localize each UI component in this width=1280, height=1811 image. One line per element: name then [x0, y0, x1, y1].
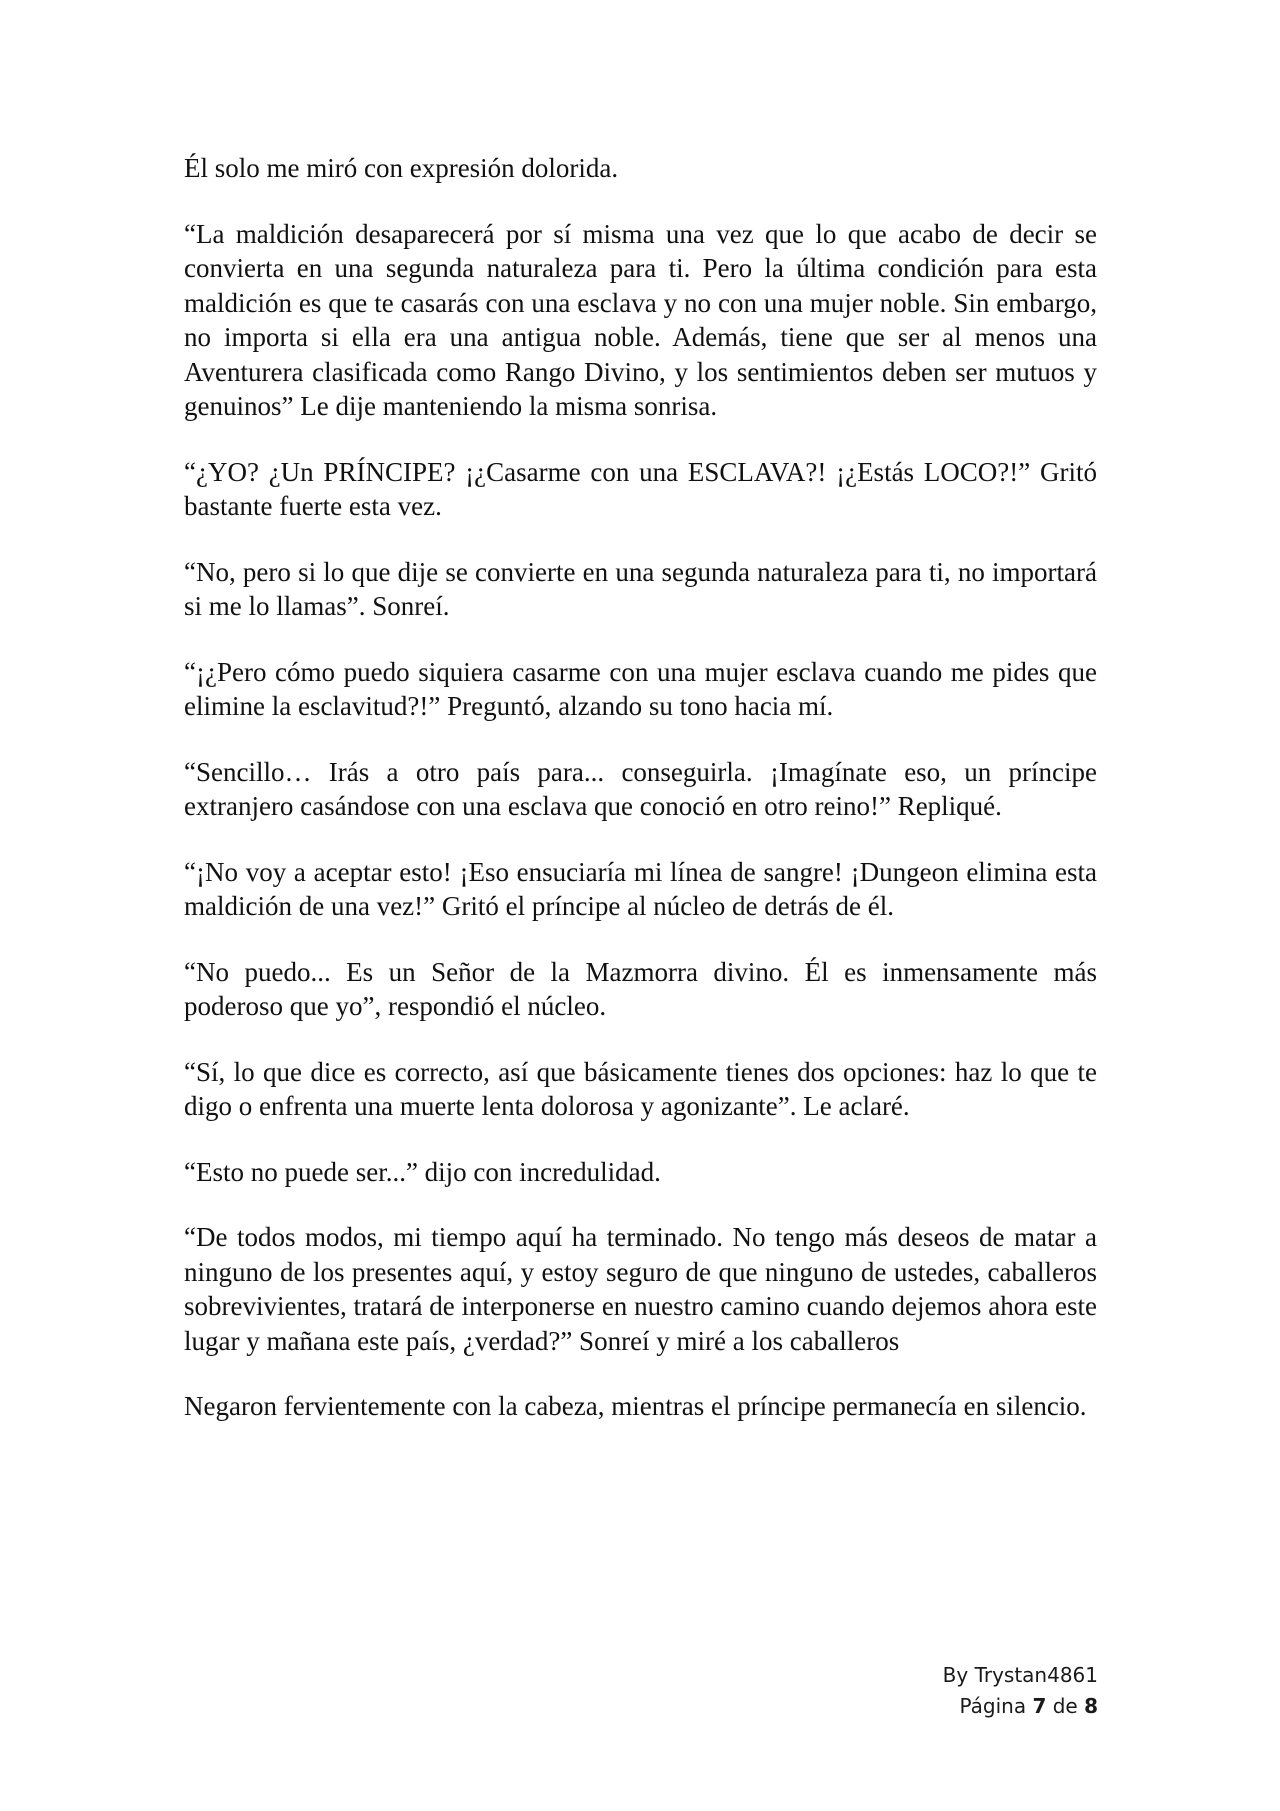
- page-separator: de: [1052, 1694, 1078, 1718]
- paragraph: “La maldición desaparecerá por sí misma una vez que lo que acabo de decir se convierta en una segunda naturaleza para ti. Pero la última condición para esta maldición es que te casarás con una esclava y no con una mujer noble. Sin embargo, no importa si ella era una antigua noble. Además, tiene que ser al menos una Aventurera clasificada como Rango Divino, y los sentimientos deben ser mutuos y genuinos” Le dije manteniendo la misma sonrisa.: [184, 218, 1097, 421]
- page-label: Página: [959, 1694, 1027, 1718]
- page-total: 8: [1084, 1694, 1098, 1718]
- paragraph: “¡¿Pero cómo puedo siquiera casarme con una mujer esclava cuando me pides que elimine la esclavitud?!” Preguntó, alzando su tono hacia mí.: [184, 656, 1097, 721]
- page-footer: [943, 1660, 1098, 1722]
- paragraph: “¿YO? ¿Un PRÍNCIPE? ¡¿Casarme con una ESCLAVA?! ¡¿Estás LOCO?!” Gritó bastante fuerte esta vez.: [184, 456, 1097, 521]
- paragraph: “De todos modos, mi tiempo aquí ha terminado. No tengo más deseos de matar a ninguno de los presentes aquí, y estoy seguro de que ninguno de ustedes, caballeros sobrevivientes, tratará de interponerse en nuestro camino cuando dejemos ahora este lugar y mañana este país, ¿verdad?” Sonreí y miré a los caballeros: [184, 1222, 1097, 1356]
- paragraph: “¡No voy a aceptar esto! ¡Eso ensuciaría mi línea de sangre! ¡Dungeon elimina esta maldición de una vez!” Gritó el príncipe al núcleo de detrás de él.: [184, 856, 1097, 921]
- paragraph: “Sí, lo que dice es correcto, así que básicamente tienes dos opciones: haz lo que te digo o enfrenta una muerte lenta dolorosa y agonizante”. Le aclaré.: [184, 1056, 1097, 1121]
- paragraph: Negaron fervientemente con la cabeza, mientras el príncipe permanecía en silencio.: [184, 1391, 1087, 1421]
- paragraph: “Sencillo… Irás a otro país para... conseguirla. ¡Imagínate eso, un príncipe extranjero casándose con una esclava que conoció en otro reino!” Repliqué.: [184, 756, 1097, 821]
- page-number: [943, 1691, 1098, 1722]
- paragraph: “No, pero si lo que dije se convierte en una segunda naturaleza para ti, no importará si me lo llamas”. Sonreí.: [184, 556, 1097, 621]
- paragraph: “No puedo... Es un Señor de la Mazmorra divino. Él es inmensamente más poderoso que yo”, respondió el núcleo.: [184, 956, 1097, 1021]
- paragraph: “Esto no puede ser...” dijo con incredulidad.: [184, 1156, 661, 1187]
- document-body: [184, 151, 1097, 1455]
- footer-author: By Trystan4861: [942, 1663, 1098, 1687]
- paragraph: Él solo me miró con expresión dolorida.: [184, 153, 619, 183]
- page-current: 7: [1032, 1694, 1047, 1718]
